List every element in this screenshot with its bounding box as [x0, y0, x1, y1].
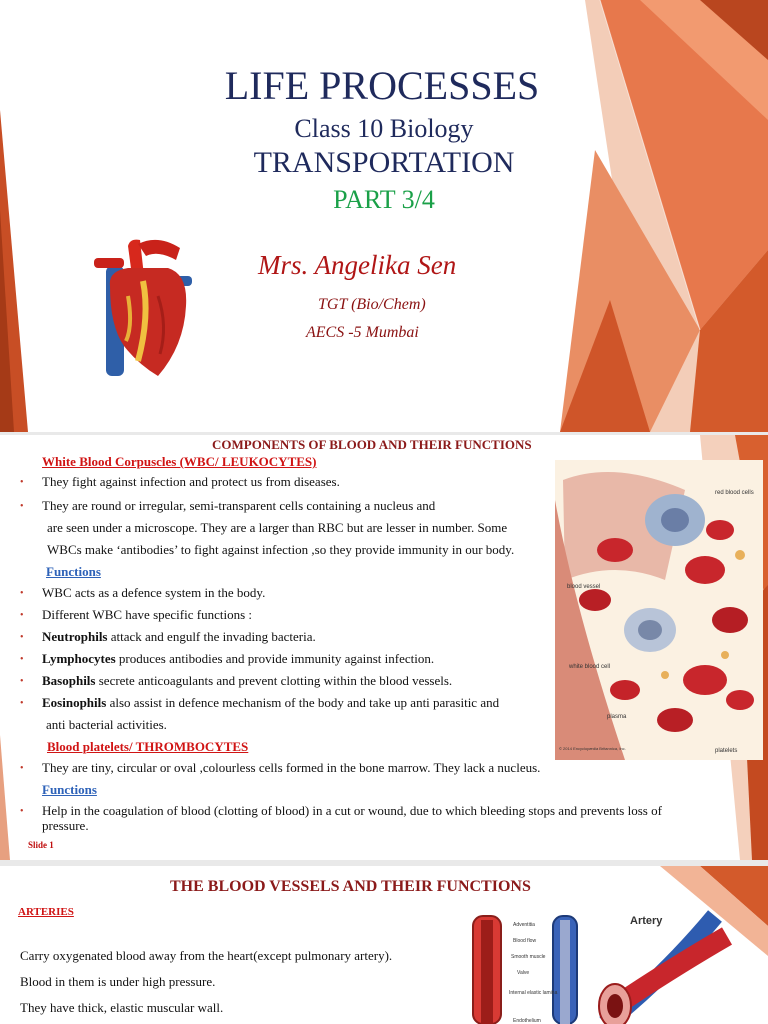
endothelium-label: Endothelium	[513, 1018, 541, 1024]
wbc-heading: White Blood Corpuscles (WBC/ LEUKOCYTES)	[42, 454, 317, 469]
bullet-icon: •	[20, 501, 24, 512]
basophils-function: Basophils secrete anticoagulants and prevent clotting within the blood vessels.	[42, 673, 453, 688]
title-slide	[0, 0, 768, 432]
copyright-label: © 2014 Encyclopædia Britannica, Inc.	[559, 746, 626, 751]
plasma-label: plasma	[607, 714, 627, 720]
adventitia-label: Adventitia	[513, 922, 535, 928]
wbc-point-2-cont: WBCs make ‘antibodies’ to fight against infection ,so they provide immunity in our body.	[47, 542, 515, 557]
white-cell-label: white blood cell	[569, 664, 611, 670]
smooth-muscle-label: Smooth muscle	[511, 954, 546, 960]
wbc-function-2: Different WBC have specific functions :	[42, 607, 252, 622]
elastic-lamina-label: Internal elastic lamina	[509, 990, 558, 996]
bullet-icon: •	[20, 698, 24, 709]
platelet-function-line-cont: pressure.	[42, 818, 89, 833]
arteries-heading: ARTERIES	[18, 906, 74, 918]
bullet-icon: •	[20, 477, 24, 488]
platelets-heading: Blood platelets/ THROMBOCYTES	[47, 739, 249, 754]
heart-illustration	[88, 236, 198, 386]
platelet-function-line: Help in the coagulation of blood (clotting of blood) in a cut or wound, due to which bleeding stops and prevents loss of	[42, 803, 662, 818]
wbc-point-1: They fight against infection and protect us from diseases.	[42, 474, 340, 489]
platelets-label: platelets	[715, 748, 738, 754]
slide-heading: THE BLOOD VESSELS AND THEIR FUNCTIONS	[170, 878, 531, 895]
wbc-function-1: WBC acts as a defence system in the body.	[42, 585, 266, 600]
bullet-icon: •	[20, 676, 24, 687]
bullet-icon: •	[20, 654, 24, 665]
artery-fact-3: They have thick, elastic muscular wall.	[20, 1000, 224, 1015]
eosinophils-function-cont: anti bacterial activities.	[46, 717, 167, 732]
platelet-point: They are tiny, circular or oval ,colourless cells formed in the bone marrow. They lack a nucleus.	[42, 760, 541, 775]
blood-components-slide	[0, 435, 768, 860]
artery-title-label: Artery	[630, 915, 663, 927]
topic-title: TRANSPORTATION	[253, 146, 515, 179]
bullet-icon: •	[20, 763, 24, 774]
wbc-functions-heading: Functions	[46, 564, 101, 579]
artery-fact-1: Carry oxygenated blood away from the heart(except pulmonary artery).	[20, 948, 393, 963]
part-label: PART 3/4	[333, 185, 435, 214]
presentation-title: LIFE PROCESSES	[224, 63, 540, 108]
artery-fact-2: Blood in them is under high pressure.	[20, 974, 216, 989]
wbc-point-2: They are round or irregular, semi-transparent cells containing a nucleus and	[42, 498, 436, 513]
wbc-point-2-cont: are seen under a microscope. They are a larger than RBC but are lesser in number. Some	[47, 520, 508, 535]
class-subtitle: Class 10 Biology	[294, 114, 474, 143]
school-name: AECS -5 Mumbai	[306, 324, 419, 341]
valve-label: Valve	[517, 970, 530, 976]
slide-heading: COMPONENTS OF BLOOD AND THEIR FUNCTIONS	[212, 437, 532, 452]
slide-number: Slide 1	[28, 840, 54, 850]
blood-cells-illustration	[555, 460, 763, 760]
neutrophils-function: Neutrophils attack and engulf the invading bacteria.	[42, 629, 316, 644]
lymphocytes-function: Lymphocytes produces antibodies and provide immunity against infection.	[42, 651, 435, 666]
bullet-icon: •	[20, 632, 24, 643]
author-role: TGT (Bio/Chem)	[318, 296, 426, 313]
bullet-icon: •	[20, 610, 24, 621]
bullet-icon: •	[20, 806, 24, 817]
blood-flow-label: Blood flow	[513, 938, 537, 944]
eosinophils-function: Eosinophils also assist in defence mechanism of the body and take up anti parasitic and	[42, 695, 500, 710]
blood-vessels-slide	[0, 866, 768, 1024]
red-cells-label: red blood cells	[715, 490, 754, 496]
author-name: Mrs. Angelika Sen	[258, 250, 457, 280]
bullet-icon: •	[20, 588, 24, 599]
platelet-functions-heading: Functions	[42, 782, 97, 797]
artery-diagram	[465, 896, 765, 1024]
vessel-label: blood vessel	[567, 584, 601, 590]
